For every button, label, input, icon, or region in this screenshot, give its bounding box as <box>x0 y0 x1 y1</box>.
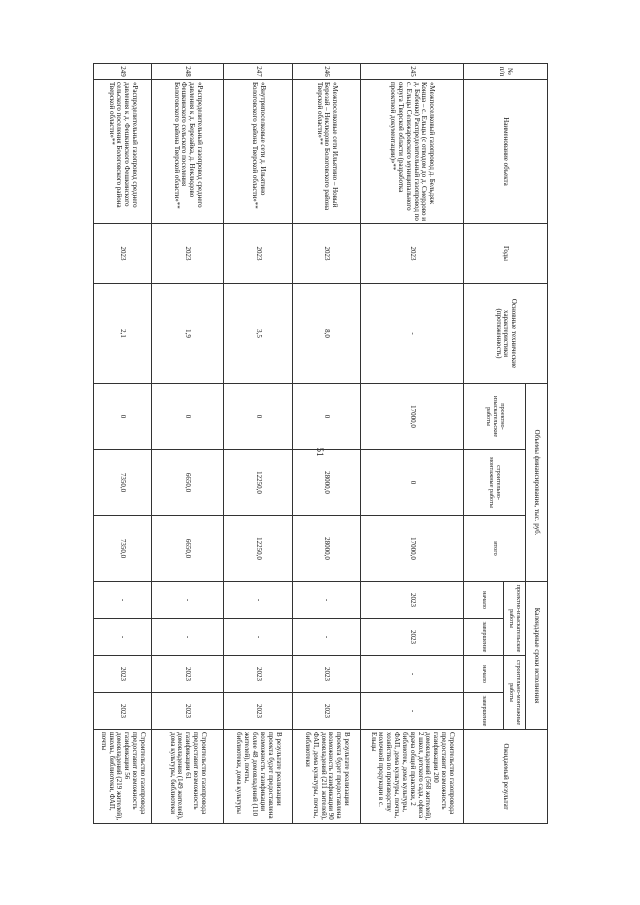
row-design-cost: 0 <box>151 384 223 450</box>
row-chars: - <box>360 284 463 384</box>
row-name: «Распределительный газопровод среднего давления к д. Фешкинского Фешкинского сельского поселения Бологовского района Тверской области»** <box>94 80 152 224</box>
row-year: 2023 <box>151 224 223 284</box>
header-name: Наименование объекта <box>464 80 548 224</box>
page-number: 51 <box>315 447 325 457</box>
row-design-end: - <box>223 619 293 656</box>
row-result: Строительство газопровода предоставит возможность газификации 61 домовладения (149 жителей), дома культуры, библиотеки <box>151 730 223 824</box>
header-funding: Объемы финансирования, тыс. руб. <box>526 384 548 582</box>
row-construction-cost: 28000,0 <box>293 450 360 516</box>
row-constr-end: 2023 <box>151 693 223 730</box>
row-construction-cost: 6650,0 <box>151 450 223 516</box>
row-construction-cost: 12250,0 <box>223 450 293 516</box>
row-design-start: 2023 <box>360 582 463 619</box>
row-chars: 3,5 <box>223 284 293 384</box>
row-constr-start: - <box>360 656 463 693</box>
table-row <box>94 64 152 824</box>
header-constr-start: начало <box>464 656 504 693</box>
rotated-table-wrapper <box>93 63 548 823</box>
row-name: «Межпоселковый газопровод д. Бельдяж Конша – с. Ельцы (с отводом до д. Смердово и д. Бабенки) Распределительный газопровод по с. Ельцы Селижаровского муниципального округа Тверской области (разработка проектной документации)»** <box>360 80 463 224</box>
row-result: Строительство газопровода предоставит возможность газификации 56 домовладений (219 жителей), школы, библиотеки, ФАП, почты <box>94 730 152 824</box>
row-design-end: 2023 <box>360 619 463 656</box>
row-num: 245 <box>360 64 463 80</box>
table-row <box>293 64 360 824</box>
gas-objects-table <box>93 63 548 824</box>
row-num: 248 <box>151 64 223 80</box>
row-constr-start: 2023 <box>94 656 152 693</box>
row-chars: 2,1 <box>94 284 152 384</box>
row-total-cost: 12250,0 <box>223 516 293 582</box>
row-name: «Межпоселковые сети Ильятино – Новый Березай – Неклюдово Бологовского района Тверской области»** <box>293 80 360 224</box>
row-year: 2023 <box>223 224 293 284</box>
table-row <box>223 64 293 824</box>
row-name: «Внутрипоселковые сети д. Ильятино Бологовского района Тверской области»** <box>223 80 293 224</box>
header-design-start: начало <box>464 582 504 619</box>
row-result: Строительство газопровода предоставит возможность газификации 200 домовладений (568 жителей), 2 школ, детского сада, офиса врача общей практики, 2 библиотек, дома культуры, ФАП, дома культуры, почты, хозяйства по производству молочной продукции в с. Ельцы <box>360 730 463 824</box>
row-design-start: - <box>94 582 152 619</box>
row-total-cost: 7350,0 <box>94 516 152 582</box>
header-years: Годы <box>464 224 548 284</box>
row-design-cost: 0 <box>223 384 293 450</box>
header-design-end: завершение <box>464 619 504 656</box>
row-design-cost: 0 <box>293 384 360 450</box>
row-chars: 1,9 <box>151 284 223 384</box>
row-design-end: - <box>94 619 152 656</box>
row-constr-end: 2023 <box>94 693 152 730</box>
row-num: 249 <box>94 64 152 80</box>
row-num: 246 <box>293 64 360 80</box>
header-chars: Основные технические характеристики (протяженность) <box>464 284 548 384</box>
row-year: 2023 <box>293 224 360 284</box>
table-row <box>360 64 463 824</box>
header-sched-construction: строительно-монтажные работы <box>504 656 526 730</box>
row-constr-end: - <box>360 693 463 730</box>
row-design-start: - <box>223 582 293 619</box>
header-constr-end: завершение <box>464 693 504 730</box>
row-construction-cost: 0 <box>360 450 463 516</box>
row-design-cost: 17000,0 <box>360 384 463 450</box>
row-design-start: - <box>293 582 360 619</box>
header-schedule: Календарные сроки исполнения <box>526 582 548 730</box>
header-design-works: проектно-изыскательские работы <box>464 384 526 450</box>
row-total-cost: 6650,0 <box>151 516 223 582</box>
row-year: 2023 <box>360 224 463 284</box>
row-constr-start: 2023 <box>293 656 360 693</box>
row-total-cost: 17000,0 <box>360 516 463 582</box>
row-design-start: - <box>151 582 223 619</box>
row-year: 2023 <box>94 224 152 284</box>
row-result: В результате реализации проекта будет предоставлена возможность газификации более 48 домовладений (110 жителей), почты, библиотеки, дома культуры <box>223 730 293 824</box>
row-result: В результате реализации проекта будет предоставлена возможность газификации 90 домовладений (211 жителей), ФАП, дома культуры, почты, библиотеки <box>293 730 360 824</box>
row-constr-start: 2023 <box>223 656 293 693</box>
header-sched-design: проектно-изыскательские работы <box>504 582 526 656</box>
row-design-end: - <box>293 619 360 656</box>
row-constr-end: 2023 <box>293 693 360 730</box>
header-num: № п/п <box>464 64 548 80</box>
row-design-cost: 0 <box>94 384 152 450</box>
row-num: 247 <box>223 64 293 80</box>
row-name: «Распределительный газопровод среднего давления к д. Березайка, д. Неклюдово Фешкинского сельского поселения Бологовского района Тверской области»** <box>151 80 223 224</box>
row-construction-cost: 7350,0 <box>94 450 152 516</box>
row-design-end: - <box>151 619 223 656</box>
row-constr-start: 2023 <box>151 656 223 693</box>
header-result: Ожидаемый результат <box>464 730 548 824</box>
row-constr-end: 2023 <box>223 693 293 730</box>
row-chars: 8,0 <box>293 284 360 384</box>
table-row <box>151 64 223 824</box>
header-construction-works: строительно-монтажные работы <box>464 450 526 516</box>
header-total: итого <box>464 516 526 582</box>
row-total-cost: 28000,0 <box>293 516 360 582</box>
